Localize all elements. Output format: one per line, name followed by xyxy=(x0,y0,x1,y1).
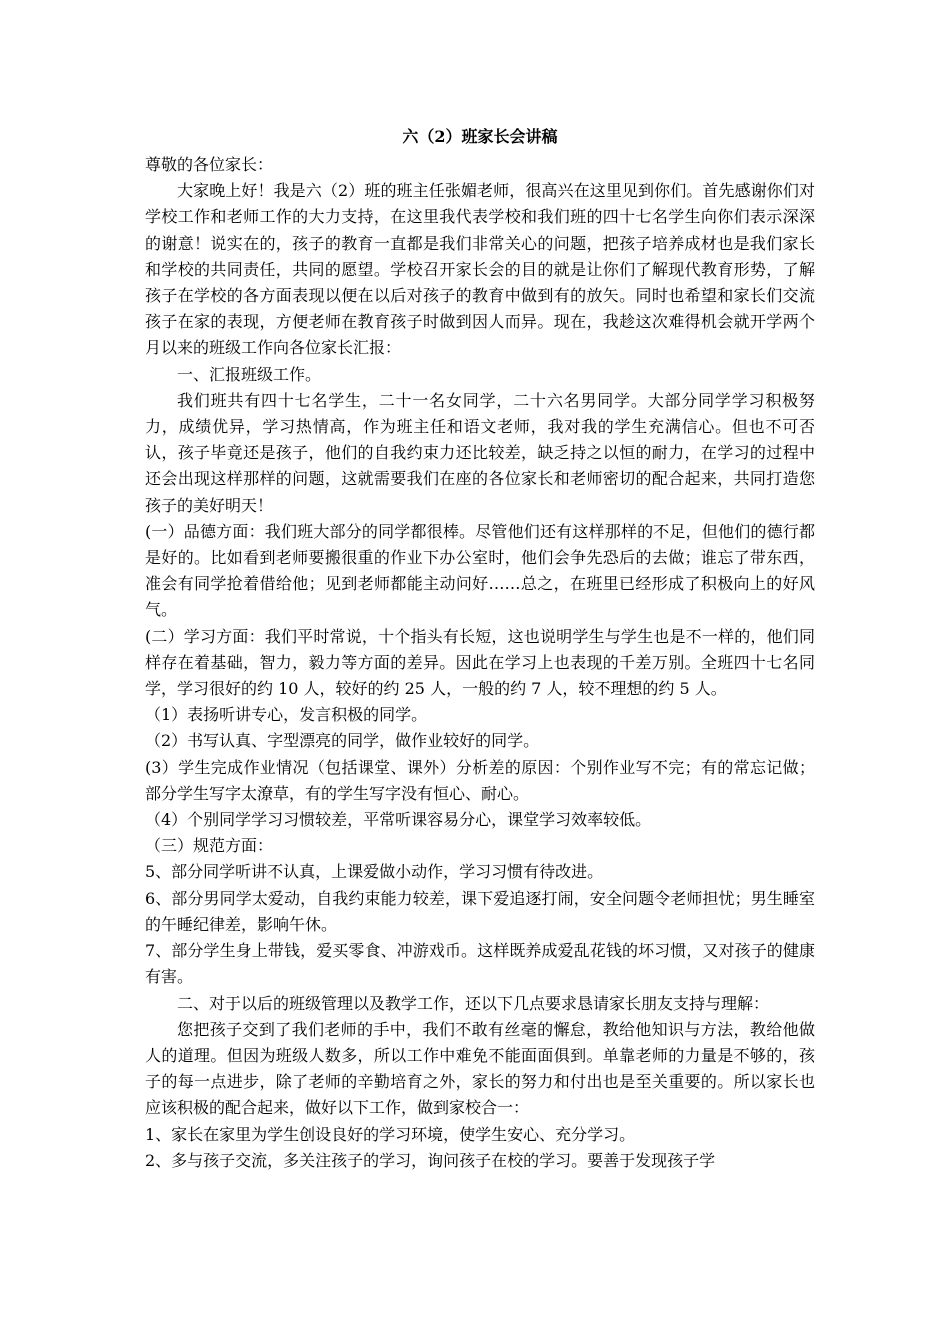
paragraph: 1、家长在家里为学生创设良好的学习环境，使学生安心、充分学习。 xyxy=(145,1124,636,1144)
paragraph: (一）品德方面：我们班大部分的同学都很棒。尽管他们还有这样那样的不足，但他们的德行都是好的。比如看到老师要搬很重的作业下办公室时，他们会争先恐后的去做；谁忘了带东西，准会有同学抢着借给他；见到老师都能主动问好……总之，在班里已经形成了积极向上的好风气。 xyxy=(145,521,815,620)
paragraph: 尊敬的各位家长： xyxy=(145,155,274,174)
paragraph: 二、对于以后的班级管理以及教学工作，还以下几点要求恳请家长朋友支持与理解： xyxy=(177,993,770,1013)
paragraph: （三）规范方面： xyxy=(145,836,274,856)
paragraph: 大家晚上好！我是六（2）班的班主任张媚老师，很高兴在这里见到你们。首先感谢你们对学校工作和老师工作的大力支持，在这里我代表学校和我们班的四十七名学生向你们表示深深的谢意！说实在的，孩子的教育一直都是我们非常关心的问题，把孩子培养成材也是我们家长和学校的共同责任，共同的愿望。学校召开家长会的目的就是让你们了解现代教育形势，了解孩子在学校的各方面表现以便在以后对孩子的教育中做到有的放矢。同时也希望和家长们交流孩子在家的表现，方便老师在教育孩子时做到因人而异。现在，我趁这次难得机会就开学两个月以来的班级工作向各位家长汇报： xyxy=(145,181,815,358)
paragraph: （2）书写认真、字型漂亮的同学，做作业较好的同学。 xyxy=(145,731,540,751)
paragraph: 您把孩子交到了我们老师的手中，我们不敢有丝毫的懈怠，教给他知识与方法，教给他做人的道理。但因为班级人数多，所以工作中难免不能面面俱到。单靠老师的力量是不够的，孩子的每一点进步，除了老师的辛勤培育之外，家长的努力和付出也是至关重要的。所以家长也应该积极的配合起来，做好以下工作，做到家校合一： xyxy=(145,1019,815,1118)
paragraph: 我们班共有四十七名学生，二十一名女同学，二十六名男同学。大部分同学学习积极努力，成绩优异，学习热情高，作为班主任和语文老师，我对我的学生充满信心。但也不可否认，孩子毕竟还是孩子，他们的自我约束力还比较差，缺乏持之以恒的耐力，在学习的过程中还会出现这样那样的问题，这就需要我们在座的各位家长和老师密切的配合起来，共同打造您孩子的美好明天！ xyxy=(145,390,815,515)
paragraph: （1）表扬听讲专心，发言积极的同学。 xyxy=(145,705,428,725)
paragraph: (3）学生完成作业情况（包括课堂、课外）分析差的原因：个别作业写不完；有的常忘记做；部分学生写字太潦草，有的学生写字没有恒心、耐心。 xyxy=(145,757,815,803)
paragraph: 一、汇报班级工作。 xyxy=(177,364,322,384)
document-title: 六（2）班家长会讲稿 xyxy=(402,127,558,146)
document-body xyxy=(145,152,815,1174)
paragraph: 7、部分学生身上带钱，爱买零食、冲游戏币。这样既养成爱乱花钱的坏习惯，又对孩子的健康有害。 xyxy=(145,941,815,987)
paragraph: 2、多与孩子交流，多关注孩子的学习，询问孩子在校的学习。要善于发现孩子学 xyxy=(145,1150,716,1170)
paragraph: 6、部分男同学太爱动，自我约束能力较差，课下爱追逐打闹，安全问题令老师担忧；男生睡室的午睡纪律差，影响午休。 xyxy=(145,888,815,934)
paragraph: （4）个别同学学习习惯较差，平常听课容易分心，课堂学习效率较低。 xyxy=(145,810,652,830)
paragraph: 5、部分同学听讲不认真，上课爱做小动作，学习习惯有待改进。 xyxy=(145,862,604,882)
document-page xyxy=(145,124,815,1174)
paragraph: (二）学习方面：我们平时常说，十个指头有长短，这也说明学生与学生也是不一样的，他们同样存在着基础，智力，毅力等方面的差异。因此在学习上也表现的千差万别。全班四十七名同学，学习很好的约 10 人，较好的约 25 人，一般的约 7 人，较不理想的约 5 人。 xyxy=(145,626,815,699)
